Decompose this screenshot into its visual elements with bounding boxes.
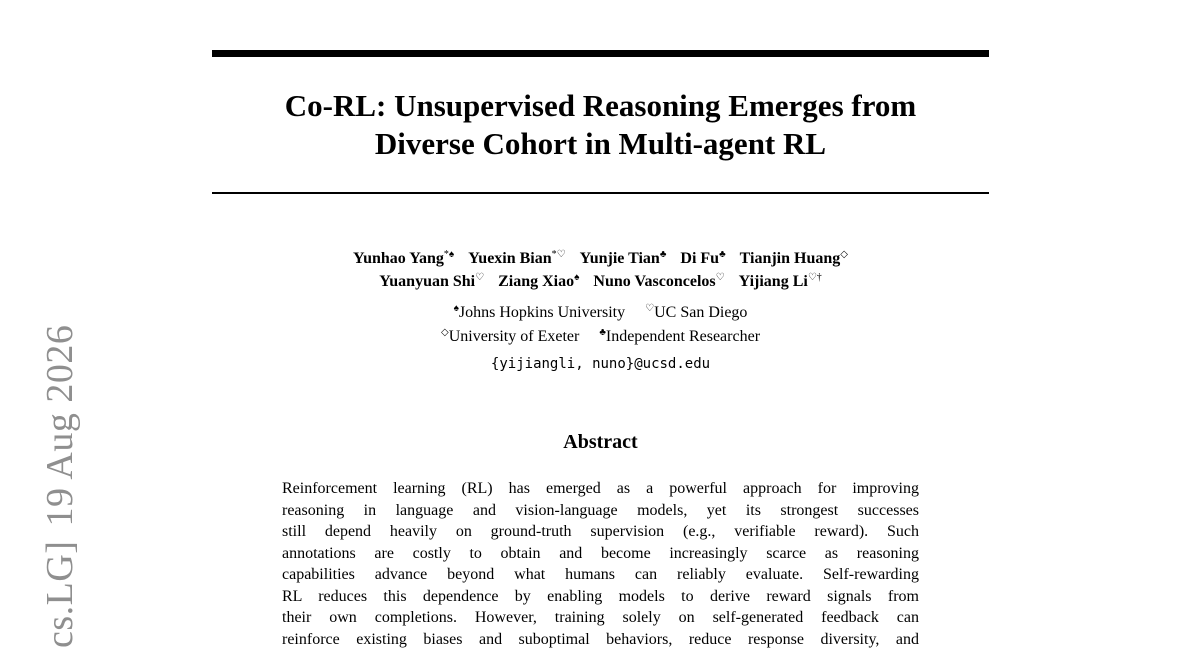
author: Yijiang Li♡† [739,273,822,290]
title-line: Co-RL: Unsupervised Reasoning Emerges from [212,87,989,125]
abstract-line: RL reduces this dependence by enabling models to derive reward signals from [282,586,919,608]
affiliation-mark: ♡ [645,303,654,314]
arxiv-category: cs.LG] [39,541,81,648]
abstract-heading: Abstract [212,429,989,455]
author: Yunhao Yang*♠ [353,250,454,267]
author-affiliation-mark: ♡ [475,272,484,283]
author-affiliation-mark: *♠ [444,249,454,260]
author-line [212,247,989,270]
author: Nuno Vasconcelos♡ [593,273,724,290]
abstract-line: still depend heavily on ground-truth supervision (e.g., verifiable reward). Such [282,521,919,543]
abstract-line: reasoning in language and vision-language models, yet its strongest successes [282,500,919,522]
title-bottom-rule [212,192,989,194]
affiliation: ♡UC San Diego [645,304,747,321]
author-affiliation-mark: *♡ [552,249,566,260]
abstract-line: annotations are costly to obtain and become increasingly scarce as reasoning [282,543,919,565]
abstract-line: their own completions. However, training solely on self-generated feedback can [282,607,919,629]
author-affiliation-mark: ♡ [716,272,725,283]
author: Di Fu♣ [680,250,725,267]
author: Yuanyuan Shi♡ [379,273,484,290]
title-line: Diverse Cohort in Multi-agent RL [212,125,989,163]
affiliation-line [212,325,989,349]
title-top-rule [212,50,989,57]
author-affiliation-mark: ♡† [808,272,822,283]
paper-title [212,87,989,163]
affiliation-line [212,301,989,325]
abstract-line: capabilities advance beyond what humans can reliably evaluate. Self-rewarding [282,564,919,586]
author-affiliation-mark: ◇ [840,249,848,260]
affiliation-list [212,301,989,349]
author-affiliation-mark: ♠ [574,272,579,283]
arxiv-date: 19 Aug 2026 [39,325,81,527]
affiliation-mark: ◇ [441,327,449,338]
contact-email: {yijiangli, nuno}@ucsd.edu [212,354,989,374]
arxiv-identifier-stamp [36,308,84,648]
author: Ziang Xiao♠ [498,273,579,290]
affiliation: ◇University of Exeter [441,328,579,345]
author-list [212,247,989,293]
affiliation: ♣Independent Researcher [599,328,760,345]
author-affiliation-mark: ♣ [660,249,667,260]
author-line [212,270,989,293]
author: Yunjie Tian♣ [580,250,667,267]
author-affiliation-mark: ♣ [719,249,726,260]
abstract-body [282,478,919,650]
affiliation-mark: ♠ [454,303,459,314]
abstract-line: Reinforcement learning (RL) has emerged as a powerful approach for improving [282,478,919,500]
affiliation: ♠Johns Hopkins University [454,304,626,321]
abstract-line: reinforce existing biases and suboptimal behaviors, reduce response diversity, and [282,629,919,650]
author: Yuexin Bian*♡ [468,250,565,267]
affiliation-mark: ♣ [599,327,606,338]
author: Tianjin Huang◇ [740,250,848,267]
